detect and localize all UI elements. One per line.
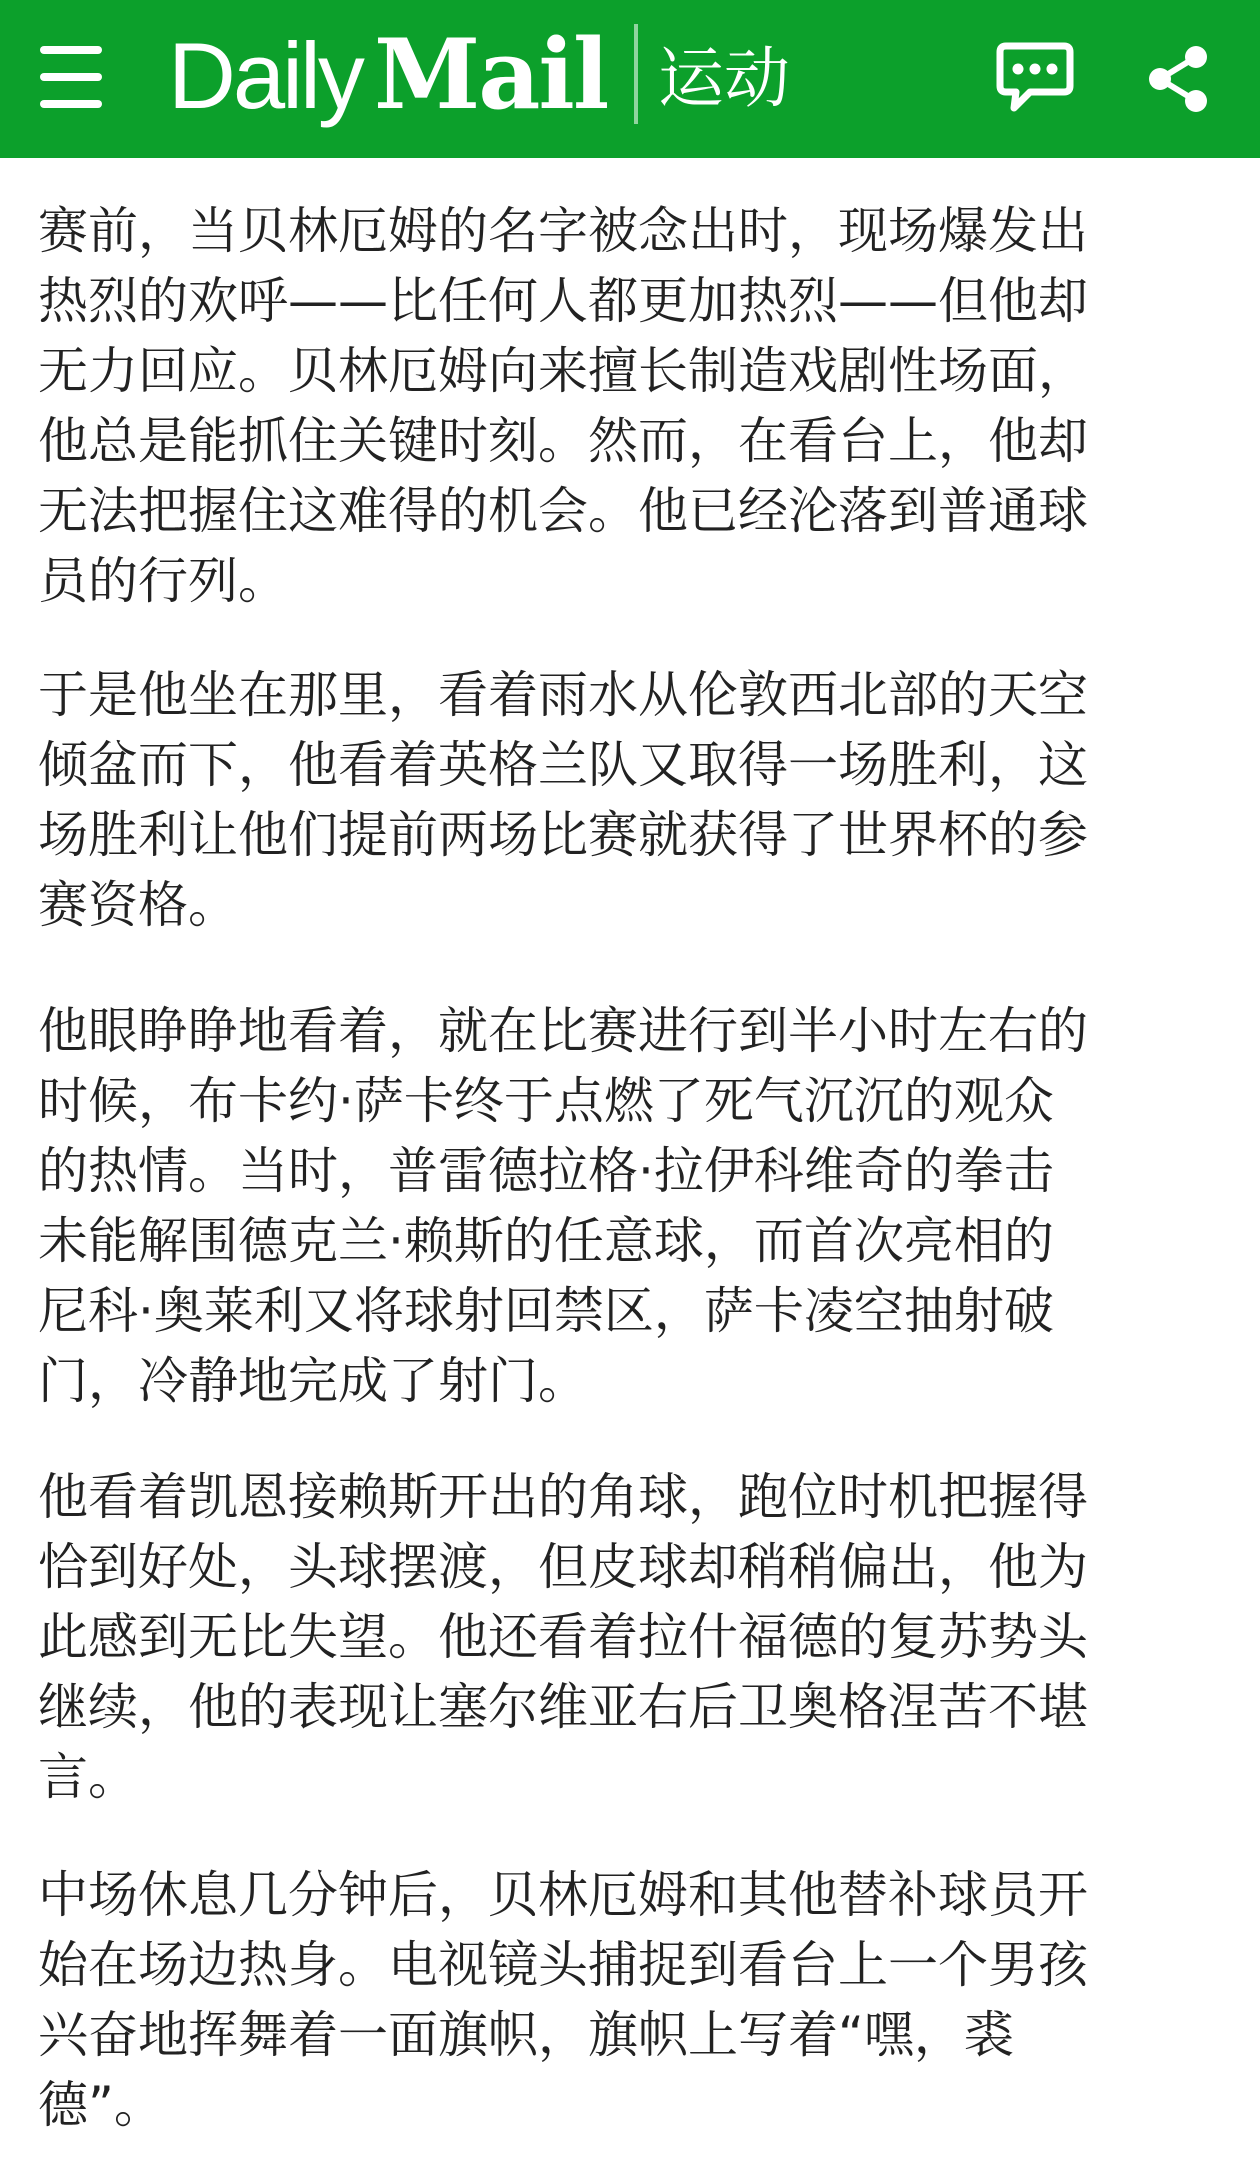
menu-bar-top (40, 46, 102, 54)
article-paragraph: 他眼睁睁地看着，就在比赛进行到半小时左右的 时候，布卡约·萨卡终于点燃了死气沉沉的观众 的热情。当时，普雷德拉格·拉伊科维奇的拳击 未能解围德克兰·赖斯的任意球，而首次亮相的 尼科·奥莱利又将球射回禁区，萨卡凌空抽射破 门，冷静地完成了射门。 (38, 1002, 1088, 1410)
daily-mail-logo[interactable] (168, 20, 607, 130)
menu-bar-middle (40, 73, 102, 81)
menu-bar-bottom (40, 100, 102, 108)
article-paragraph: 中场休息几分钟后，贝林厄姆和其他替补球员开 始在场边热身。电视镜头捕捉到看台上一个男孩 兴奋地挥舞着一面旗帜，旗帜上写着“嘿，裘 德”。 (38, 1866, 1088, 2134)
logo-mail-text: Mail (373, 18, 608, 131)
article-paragraph: 他看着凯恩接赖斯开出的角球，跑位时机把握得 恰到好处，头球摆渡，但皮球却稍稍偏出，他为 此感到无比失望。他还看着拉什福德的复苏势头 继续，他的表现让塞尔维亚右后卫奥格涅苦不堪 言。 (38, 1468, 1088, 1806)
hamburger-menu-icon[interactable] (36, 42, 106, 112)
header-divider (634, 24, 638, 124)
logo-daily-text: Daily (168, 23, 362, 128)
share-icon[interactable] (1146, 44, 1210, 114)
article-paragraph: 赛前，当贝林厄姆的名字被念出时，现场爆发出 热烈的欢呼——比任何人都更加热烈——但他却 无力回应。贝林厄姆向来擅长制造戏剧性场面， 他总是能抓住关键时刻。然而，在看台上，他却 无法把握住这难得的机会。他已经沦落到普通球 员的行列。 (38, 202, 1088, 610)
comment-bubble-icon[interactable] (996, 40, 1074, 116)
article-paragraph: 于是他坐在那里，看着雨水从伦敦西北部的天空 倾盆而下，他看着英格兰队又取得一场胜利，这 场胜利让他们提前两场比赛就获得了世界杯的参 赛资格。 (38, 666, 1088, 934)
top-app-bar (0, 0, 1260, 158)
section-title: 运动 (658, 40, 790, 117)
